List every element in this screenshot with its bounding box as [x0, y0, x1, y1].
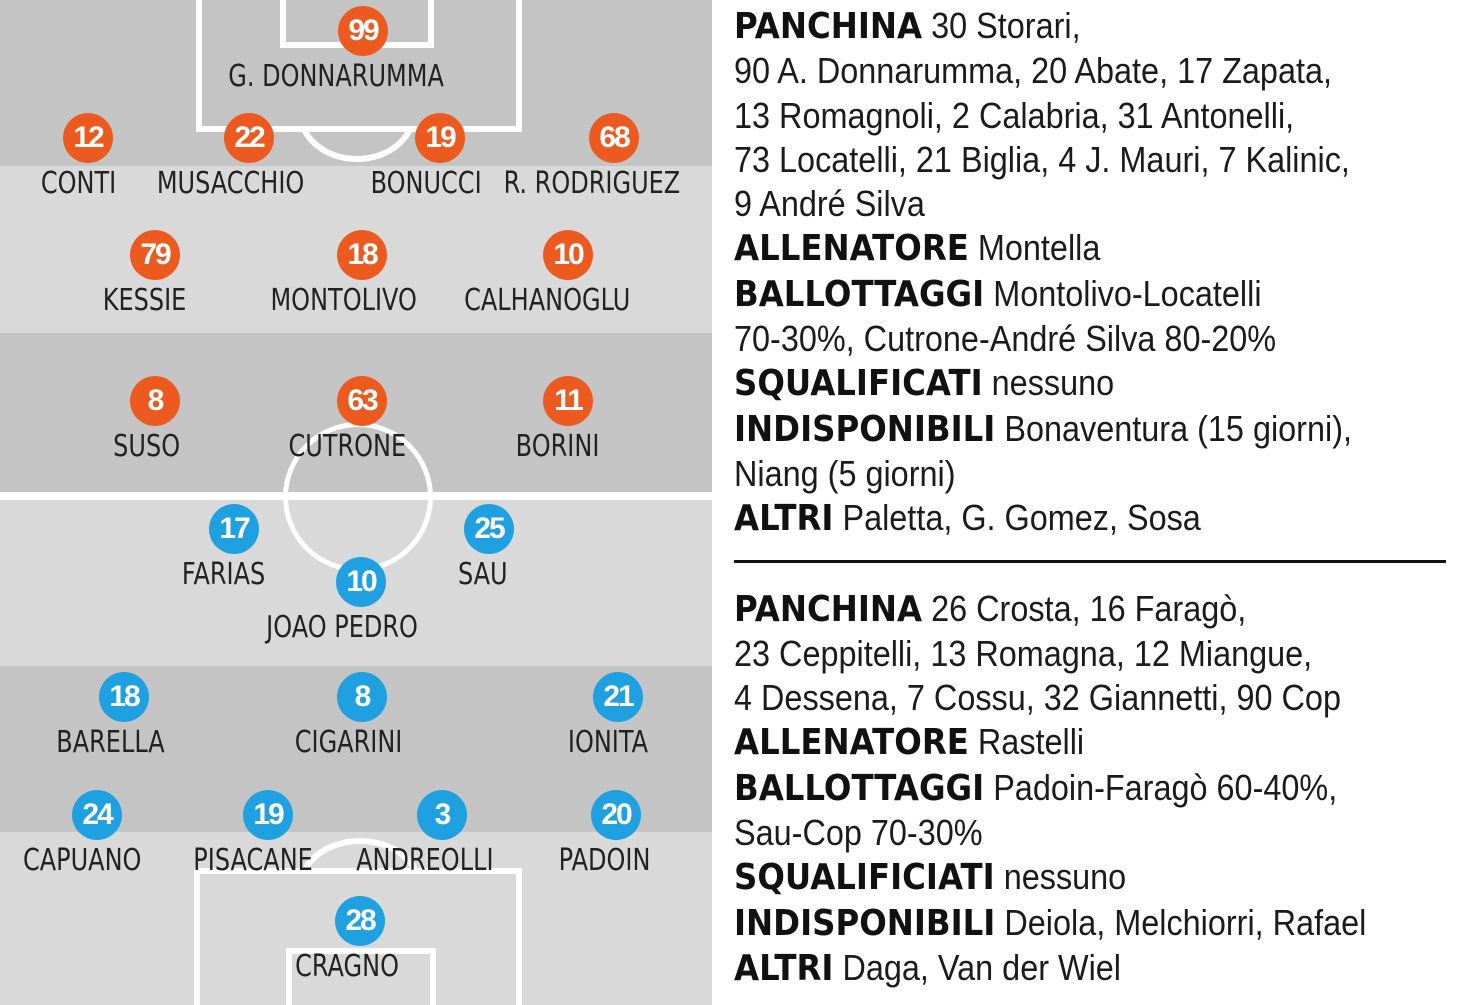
- player-name: CONTI: [40, 166, 117, 201]
- info-line: [734, 4, 1382, 49]
- info-text: Padoin-Faragò 60-40%,: [993, 766, 1338, 808]
- player-name: CUTRONE: [288, 429, 407, 464]
- info-text: Montolivo-Locatelli: [993, 272, 1262, 314]
- info-text: 90 A. Donnarumma, 20 Abate, 17 Zapata,: [734, 50, 1332, 92]
- player-name: PADOIN: [558, 843, 651, 878]
- shirt-number-badge: 8: [337, 672, 387, 722]
- info-text: Rastelli: [977, 721, 1085, 763]
- shirt-number-badge: 12: [63, 113, 113, 163]
- info-label: INDISPONIBILI: [734, 408, 996, 450]
- info-label: ALTRI: [734, 947, 834, 989]
- shirt-number-badge: 79: [130, 230, 180, 280]
- shirt-number-badge: 20: [591, 790, 641, 840]
- info-line: [734, 49, 1382, 93]
- info-line: [734, 317, 1382, 361]
- shirt-number-badge: 28: [335, 896, 385, 946]
- shirt-number-badge: 22: [224, 113, 274, 163]
- player-name: IONITA: [567, 725, 649, 760]
- info-line: [734, 496, 1382, 541]
- player-name: FARIAS: [181, 557, 266, 592]
- info-line: [734, 811, 1382, 855]
- info-label: ALTRI: [734, 498, 834, 540]
- player-name: PISACANE: [193, 843, 313, 878]
- info-text: Niang (5 giorni): [734, 452, 956, 494]
- player-name: BONUCCI: [370, 166, 482, 201]
- info-line: [734, 720, 1382, 765]
- player-name: MONTOLIVO: [270, 283, 417, 318]
- info-text: Sau-Cop 70-30%: [734, 812, 983, 854]
- info-line: [734, 452, 1382, 496]
- info-line: [734, 226, 1382, 271]
- info-line: [734, 855, 1382, 900]
- pitch: [0, 0, 712, 1005]
- shirt-number-badge: 19: [243, 790, 293, 840]
- player-name: CIGARINI: [294, 725, 403, 760]
- player-name: BARELLA: [56, 725, 165, 760]
- info-text: 13 Romagnoli, 2 Calabria, 31 Antonelli,: [734, 94, 1295, 136]
- info-label: BALLOTTAGGI: [734, 767, 985, 809]
- section-divider: [734, 560, 1446, 563]
- shirt-number-badge: 24: [72, 790, 122, 840]
- info-text: Bonaventura (15 giorni),: [1004, 407, 1352, 449]
- info-label: SQUALIFICATI: [734, 363, 983, 405]
- info-line: [734, 94, 1382, 138]
- player-name: BORINI: [515, 429, 600, 464]
- info-label: ALLENATORE: [734, 722, 969, 764]
- shirt-number-badge: 11: [543, 376, 593, 426]
- away-team-notes: [734, 587, 1454, 992]
- info-line: [734, 361, 1382, 406]
- shirt-number-badge: 25: [464, 504, 514, 554]
- info-label: SQUALIFICIATI: [734, 857, 995, 899]
- info-text: 26 Crosta, 16 Faragò,: [931, 587, 1247, 629]
- info-text: 23 Ceppitelli, 13 Romagna, 12 Miangue,: [734, 632, 1313, 674]
- info-line: [734, 407, 1382, 452]
- shirt-number-badge: 21: [593, 672, 643, 722]
- player-name: G. DONNARUMMA: [228, 59, 444, 94]
- info-line: [734, 272, 1382, 317]
- shirt-number-badge: 10: [336, 557, 386, 607]
- info-text: 4 Dessena, 7 Cossu, 32 Giannetti, 90 Cop: [734, 677, 1341, 719]
- info-line: [734, 138, 1382, 182]
- info-label: PANCHINA: [734, 6, 923, 47]
- player-name: R. RODRIGUEZ: [503, 166, 681, 201]
- player-name: ANDREOLLI: [356, 843, 494, 878]
- shirt-number-badge: 18: [337, 230, 387, 280]
- team-info-panel: [734, 4, 1454, 991]
- info-text: Montella: [977, 227, 1101, 269]
- info-label: BALLOTTAGGI: [734, 273, 985, 315]
- info-text: Paletta, G. Gomez, Sosa: [842, 497, 1201, 539]
- info-text: Deiola, Melchiorri, Rafael: [1004, 901, 1367, 943]
- info-line: [734, 676, 1382, 720]
- info-text: nessuno: [1003, 856, 1127, 898]
- info-text: 30 Storari,: [931, 5, 1081, 46]
- shirt-number-badge: 17: [209, 504, 259, 554]
- info-line: [734, 766, 1382, 811]
- info-label: ALLENATORE: [734, 228, 969, 270]
- player-name: SUSO: [113, 429, 181, 464]
- shirt-number-badge: 68: [589, 113, 639, 163]
- info-text: Daga, Van der Wiel: [842, 946, 1121, 988]
- player-name: MUSACCHIO: [156, 166, 305, 201]
- player-name: CALHANOGLU: [464, 283, 631, 318]
- player-name: SAU: [457, 557, 508, 592]
- home-team-notes: [734, 4, 1454, 542]
- shirt-number-badge: 99: [338, 6, 388, 56]
- info-label: PANCHINA: [734, 588, 923, 630]
- info-text: 70-30%, Cutrone-André Silva 80-20%: [734, 318, 1277, 360]
- shirt-number-badge: 10: [543, 230, 593, 280]
- info-line: [734, 901, 1382, 946]
- player-name: KESSIE: [102, 283, 187, 318]
- shirt-number-badge: 8: [130, 376, 180, 426]
- player-name: CAPUANO: [22, 843, 142, 878]
- shirt-number-badge: 3: [417, 790, 467, 840]
- shirt-number-badge: 63: [337, 376, 387, 426]
- center-spot: [354, 492, 362, 500]
- info-line: [734, 632, 1382, 676]
- info-text: nessuno: [991, 362, 1115, 404]
- info-label: INDISPONIBILI: [734, 902, 996, 944]
- player-name: CRAGNO: [295, 949, 399, 984]
- info-line: [734, 587, 1382, 632]
- info-line: [734, 946, 1382, 991]
- info-text: 9 André Silva: [734, 183, 925, 225]
- shirt-number-badge: 18: [99, 672, 149, 722]
- shirt-number-badge: 19: [415, 113, 465, 163]
- player-name: JOAO PEDRO: [266, 610, 418, 645]
- info-line: [734, 182, 1382, 226]
- info-text: 73 Locatelli, 21 Biglia, 4 J. Mauri, 7 Kalinic,: [734, 138, 1350, 180]
